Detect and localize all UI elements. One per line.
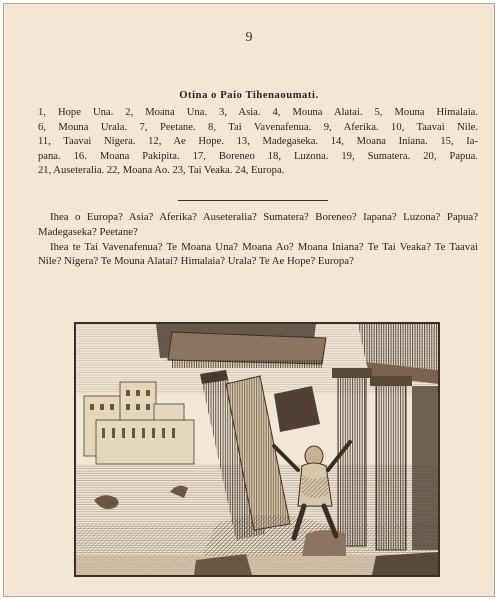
place-name-list [38,106,478,179]
page-number: 9 [245,30,253,45]
place-name-line: 1, Hope Una. 2, Moana Una. 3, Asia. 4, Mouna Alatai. 5, Mouna Himalaia. [38,107,478,118]
section-divider [178,200,328,201]
place-name-line: 11, Taavai Nigera. 12, Ae Hope. 13, Madegaseka. 14, Moana Iniana. 15, Ia- [38,136,478,148]
place-name-line: 21, Auseteralia. 22, Moana Ao. 23, Tai Veaka. 24, Europa. [38,165,285,177]
question-paragraph: Ihea o Europa? Asia? Aferika? Auseteralia? Sumatera? Boreneo? Iapana? Luzona? Papua? Madegaseka? Peetane? [38,211,478,238]
place-name-line: 6, Mouna Urala. 7, Peetane. 8, Tai Vavenafenua. 9, Aferika. 10, Taavai Nile. [38,121,478,133]
engraving-artwork [76,324,438,575]
place-name-line: pana. 16. Moana Pakipita. 17, Boreneo 18, Luzona. 19, Sumatera. 20, Papua. [38,150,478,162]
question-block [38,210,478,269]
book-page [3,3,495,597]
question-paragraph: Ihea te Tai Vavenafenua? Te Moana Una? Moana Ao? Moana Iniana? Te Tai Veaka? Te Taavai Nile? Nigera? Te Mouna Alatai? Himalaia? Urala? Te Ae Hope? Europa? [38,240,478,268]
section-heading: Otina o Paio Tihenaoumati. [179,90,319,101]
engraving-collapsing-temple-illustration [74,322,440,577]
